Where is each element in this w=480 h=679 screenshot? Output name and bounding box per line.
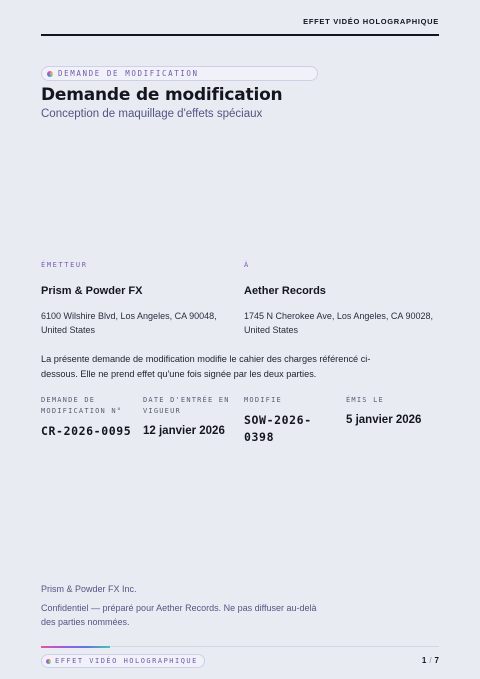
- page-subtitle: Conception de maquillage d'effets spéciaux: [41, 108, 263, 120]
- sender-address: 6100 Wilshire Blvd, Los Angeles, CA 90048, United States: [41, 311, 217, 335]
- recipient-label: À: [244, 261, 250, 269]
- badge-text: DEMANDE DE MODIFICATION: [58, 69, 199, 78]
- sender-block: [41, 261, 231, 337]
- field-value: 5 janvier 2026: [346, 414, 422, 426]
- field-value: 12 janvier 2026: [143, 425, 225, 437]
- footer-company: Prism & Powder FX Inc.: [41, 584, 137, 594]
- field-label: ÉMIS LE: [346, 396, 384, 404]
- sender-name: Prism & Powder FX: [41, 285, 143, 297]
- recipient-address: 1745 N Cherokee Ave, Los Angeles, CA 90028, United States: [244, 311, 433, 335]
- sender-label: ÉMETTEUR: [41, 261, 88, 269]
- holographic-dot-icon: [47, 71, 53, 77]
- holographic-accent-bar: [41, 646, 110, 648]
- page-title: Demande de modification: [41, 85, 283, 105]
- intro-paragraph: La présente demande de modification modifie le cahier des charges référencé ci-dessous. Elle ne prend effet qu'une fois signée par les deux parties.: [41, 354, 371, 379]
- field-modifies: [244, 395, 340, 446]
- field-label: DATE D'ENTRÉE EN VIGUEUR: [143, 396, 230, 415]
- page-current: 1: [421, 656, 427, 665]
- field-effective-date: [143, 395, 239, 440]
- header-label: EFFET VIDÉO HOLOGRAPHIQUE: [303, 17, 439, 26]
- header-divider: [41, 34, 439, 36]
- page-number: [422, 656, 439, 665]
- field-label: MODIFIE: [244, 396, 282, 404]
- field-value: SOW-2026-0398: [244, 413, 312, 444]
- footer-badge: [41, 654, 205, 668]
- footer-badge-text: EFFET VIDÉO HOLOGRAPHIQUE: [55, 657, 198, 665]
- holographic-dot-icon: [46, 659, 51, 664]
- field-value: CR-2026-0095: [41, 424, 132, 438]
- field-issued-on: [346, 395, 442, 429]
- field-change-request-number: [41, 395, 137, 440]
- recipient-name: Aether Records: [244, 285, 326, 297]
- page-total: 7: [434, 656, 439, 665]
- page-separator: /: [429, 656, 432, 665]
- document-type-badge: [41, 66, 318, 81]
- recipient-block: [244, 261, 434, 337]
- footer-confidential-notice: Confidentiel — préparé pour Aether Records. Ne pas diffuser au-delà des parties nommées.: [41, 603, 317, 627]
- field-label: DEMANDE DE MODIFICATION N°: [41, 396, 123, 415]
